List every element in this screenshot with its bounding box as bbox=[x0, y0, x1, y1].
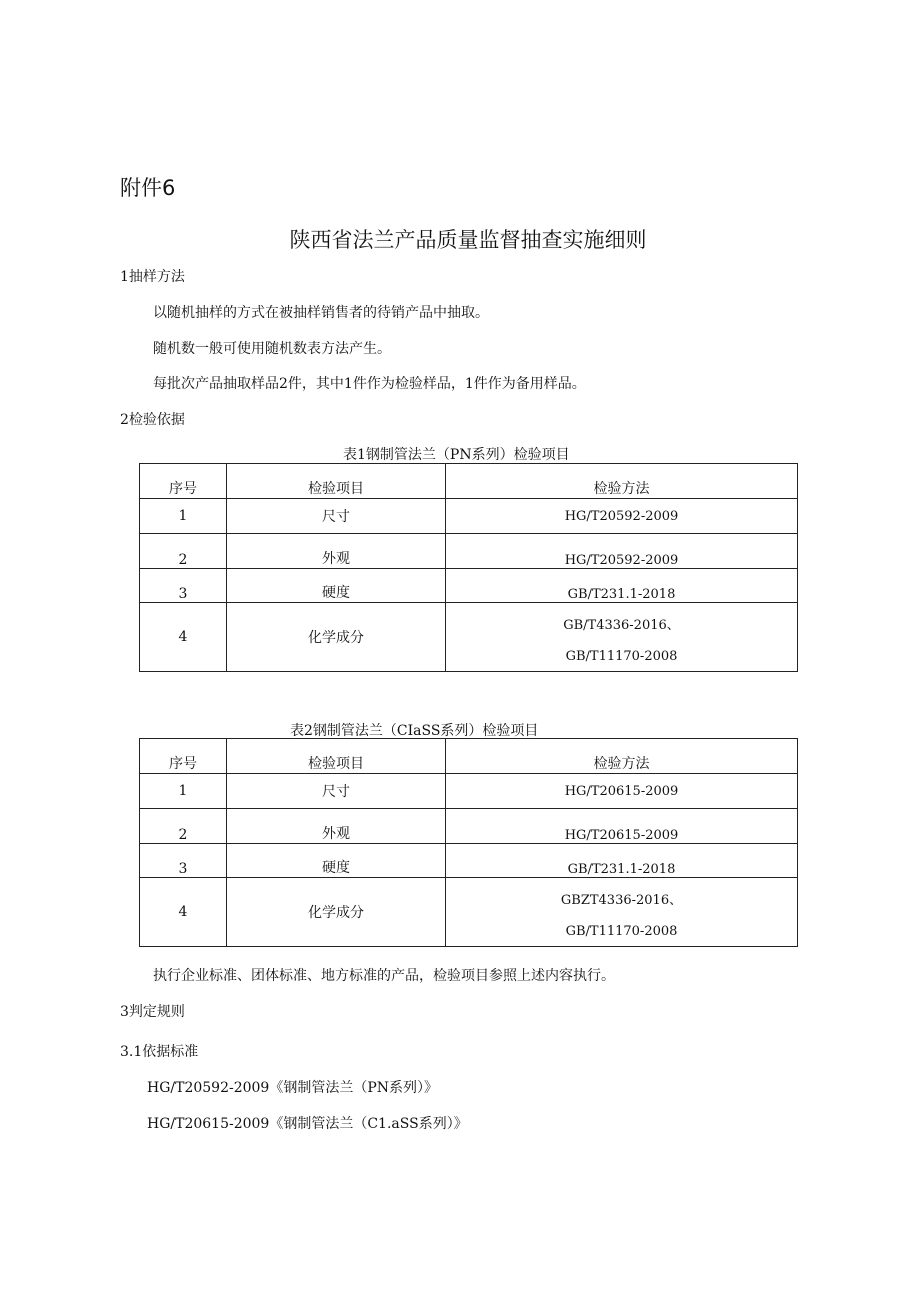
row-item: 尺寸 bbox=[227, 774, 446, 809]
table-1-caption: 表1钢制管法兰（PN系列）检验项目 bbox=[343, 447, 570, 463]
row-method: HG/T20615-2009 bbox=[446, 809, 798, 844]
row-item: 外观 bbox=[227, 534, 446, 569]
section-1-paragraph-2: 随机数一般可使用随机数表方法产生。 bbox=[153, 341, 391, 357]
row-no: 4 bbox=[140, 603, 227, 672]
row-no: 2 bbox=[140, 809, 227, 844]
table-row bbox=[140, 534, 798, 569]
section-2-note: 执行企业标准、团体标准、地方标准的产品，检验项目参照上述内容执行。 bbox=[153, 968, 615, 984]
table-row bbox=[140, 809, 798, 844]
table-row bbox=[140, 844, 798, 878]
table-header-row bbox=[140, 739, 798, 774]
table-row bbox=[140, 774, 798, 809]
row-item: 化学成分 bbox=[227, 878, 446, 947]
row-no: 1 bbox=[140, 499, 227, 534]
section-2-heading: 2检验依据 bbox=[120, 412, 185, 428]
header-cell-no: 序号 bbox=[140, 464, 227, 499]
table-1 bbox=[139, 463, 798, 672]
table-row bbox=[140, 878, 798, 947]
table-2 bbox=[139, 738, 798, 947]
row-method: HG/T20615-2009 bbox=[446, 774, 798, 809]
standard-reference-1: HG/T20592-2009《钢制管法兰（PN系列）》 bbox=[147, 1080, 439, 1096]
row-method bbox=[446, 603, 798, 672]
header-cell-method: 检验方法 bbox=[446, 464, 798, 499]
method-line-1: GBZT4336-2016、 bbox=[560, 893, 683, 908]
row-no: 2 bbox=[140, 534, 227, 569]
row-item: 尺寸 bbox=[227, 499, 446, 534]
standard-reference-2: HG/T20615-2009《钢制管法兰（C1.aSS系列）》 bbox=[147, 1116, 468, 1132]
row-no: 3 bbox=[140, 569, 227, 603]
document-title: 陕西省法兰产品质量监督抽查实施细则 bbox=[289, 228, 647, 252]
row-item: 硬度 bbox=[227, 844, 446, 878]
table-header-row bbox=[140, 464, 798, 499]
header-cell-no: 序号 bbox=[140, 739, 227, 774]
section-1-paragraph-3: 每批次产品抽取样品2件，其中1件作为检验样品，1件作为备用样品。 bbox=[153, 376, 586, 392]
row-item: 外观 bbox=[227, 809, 446, 844]
table-2-caption: 表2钢制管法兰（CIaSS系列）检验项目 bbox=[290, 723, 539, 739]
row-method: GB/T231.1-2018 bbox=[446, 569, 798, 603]
row-method: HG/T20592-2009 bbox=[446, 534, 798, 569]
row-no: 1 bbox=[140, 774, 227, 809]
header-cell-method: 检验方法 bbox=[446, 739, 798, 774]
row-method: GB/T231.1-2018 bbox=[446, 844, 798, 878]
table-row bbox=[140, 569, 798, 603]
attachment-label: 附件6 bbox=[120, 176, 176, 200]
section-1-paragraph-1: 以随机抽样的方式在被抽样销售者的待销产品中抽取。 bbox=[153, 305, 489, 321]
row-item: 化学成分 bbox=[227, 603, 446, 672]
row-no: 4 bbox=[140, 878, 227, 947]
header-cell-item: 检验项目 bbox=[227, 739, 446, 774]
section-3-1-heading: 3.1依据标准 bbox=[120, 1044, 199, 1060]
method-line-2: GB/T11170-2008 bbox=[565, 649, 678, 664]
row-item: 硬度 bbox=[227, 569, 446, 603]
method-line-1: GB/T4336-2016、 bbox=[563, 618, 680, 633]
table-row bbox=[140, 603, 798, 672]
row-no: 3 bbox=[140, 844, 227, 878]
header-cell-item: 检验项目 bbox=[227, 464, 446, 499]
table-row bbox=[140, 499, 798, 534]
section-3-heading: 3判定规则 bbox=[120, 1004, 185, 1020]
row-method bbox=[446, 878, 798, 947]
section-1-heading: 1抽样方法 bbox=[120, 269, 185, 285]
method-line-2: GB/T11170-2008 bbox=[565, 924, 678, 939]
row-method: HG/T20592-2009 bbox=[446, 499, 798, 534]
